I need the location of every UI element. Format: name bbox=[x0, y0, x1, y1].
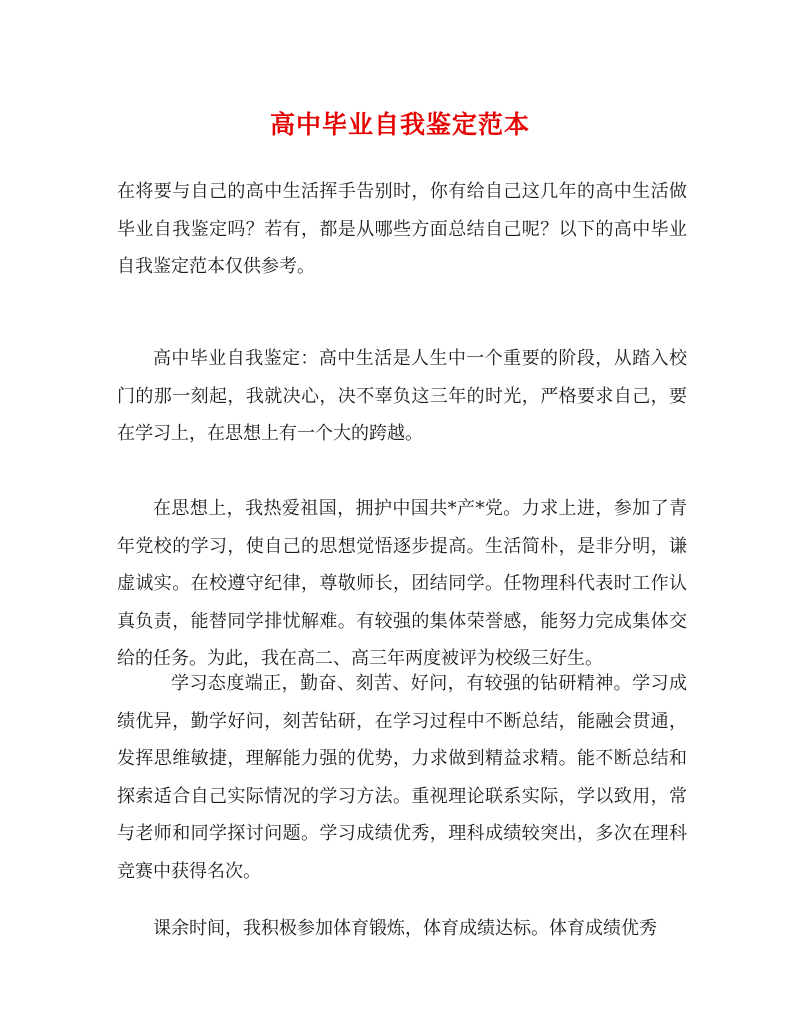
body-paragraph-sports: 课余时间，我积极参加体育锻炼，体育成绩达标。体育成绩优秀 bbox=[153, 918, 657, 939]
body-paragraph-study: 学习态度端正，勤奋、刻苦、好问，有较强的钻研精神。学习成绩优异，勤学好问，刻苦钻研，在学习过程中不断总结，能融会贯通，发挥思维敏捷，理解能力强的优势，力求做到精益求精。能不断总结和探索适合自己实际情况的学习方法。重视理论联系实际，学以致用，常与老师和同学探讨问题。学习成绩优秀，理科成绩较突出，多次在理科竞赛中获得名次。 bbox=[117, 673, 687, 882]
document-title: 高中毕业自我鉴定范本 bbox=[269, 110, 530, 139]
body-paragraph-ideology: 在思想上，我热爱祖国，拥护中国共*产*党。力求上进，参加了青年党校的学习，使自己的思想觉悟逐步提高。生活简朴，是非分明，谦虚诚实。在校遵守纪律，尊敬师长，团结同学。任物理科代表时工作认真负责，能替同学排忧解难。有较强的集体荣誉感，能努力完成集体交给的任务。为此，我在高二、高三年两度被评为校级三好生。 bbox=[117, 498, 687, 669]
intro-paragraph: 在将要与自己的高中生活挥手告别时，你有给自己这几年的高中生活做毕业自我鉴定吗？若有，都是从哪些方面总结自己呢？以下的高中毕业自我鉴定范本仅供参考。 bbox=[117, 181, 687, 277]
body-paragraph-self-assessment: 高中毕业自我鉴定：高中生活是人生中一个重要的阶段，从踏入校门的那一刻起，我就决心，决不辜负这三年的时光，严格要求自己，要在学习上，在思想上有一个大的跨越。 bbox=[117, 348, 687, 444]
